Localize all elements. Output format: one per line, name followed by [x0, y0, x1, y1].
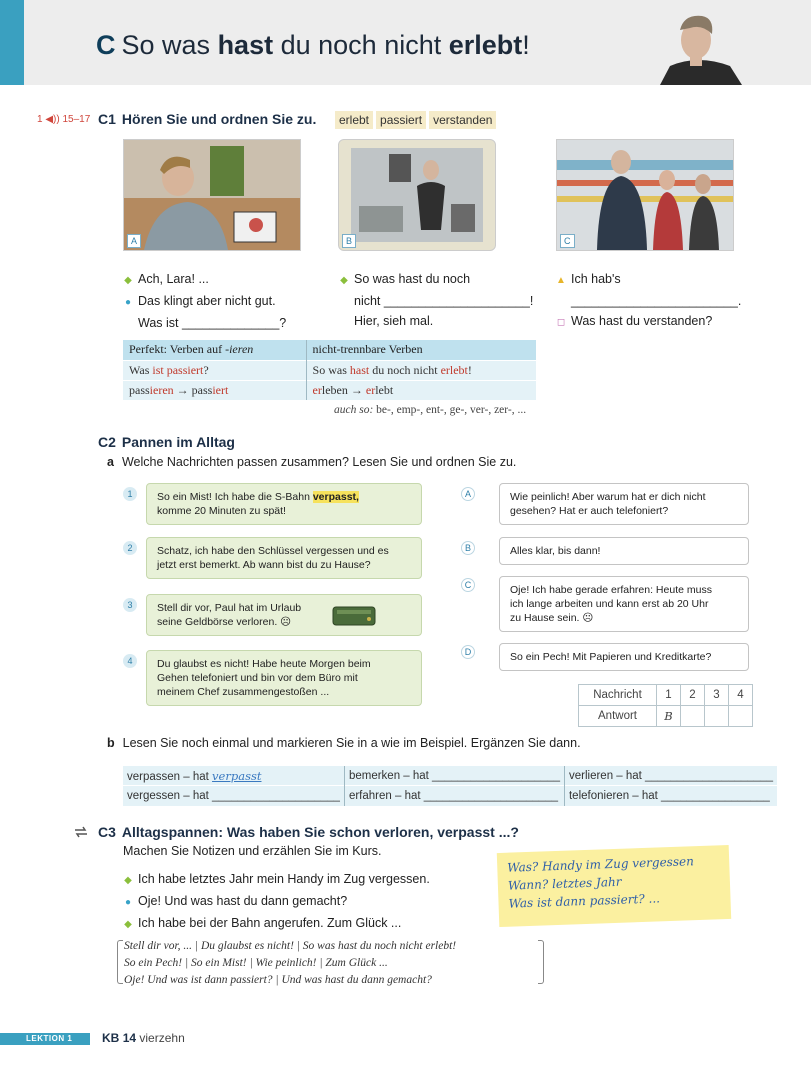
diamond-icon: ◆	[124, 919, 132, 930]
blank-field-a[interactable]: Was ist ______________?	[138, 316, 287, 330]
message-4[interactable]: Du glaubst es nicht! Habe heute Morgen beim Gehen telefoniert und bin vor dem Büro mit meinem Chef zusammengestoßen ...	[146, 650, 422, 706]
reply-c[interactable]: Oje! Ich habe gerade erfahren: Heute muss ich lange arbeiten und kann erst ab 20 Uhr zu Hause sein. ☹	[499, 576, 749, 632]
phrase-bracket-left	[117, 940, 123, 984]
grammar-head-right: nicht-trennbare Verben	[306, 340, 536, 360]
sticky-note: Was? Handy im Zug vergessen Wann? letztes Jahr Was ist dann passiert? ...	[497, 845, 731, 927]
chip-verstanden: verstanden	[429, 111, 496, 129]
grammar-head-left: Perfekt: Verben auf -ieren	[123, 340, 306, 360]
diamond-icon: ◆	[124, 875, 132, 886]
reply-letter: C	[461, 578, 475, 592]
header-portrait-image	[650, 8, 746, 85]
answer-row-label: Nachricht	[579, 685, 657, 706]
blank-field-c[interactable]: ________________________.	[571, 294, 742, 308]
completion-cell[interactable]: bemerken – hat ____________________	[344, 766, 564, 786]
completion-table	[123, 765, 777, 806]
completion-cell[interactable]: verpassen – hat verpasst	[123, 766, 344, 786]
wallet-icon	[331, 604, 379, 628]
circle-icon: ●	[124, 897, 132, 908]
c2-heading: C2 Pannen im Alltag	[98, 434, 235, 450]
answer-col: 4	[729, 685, 753, 706]
answer-col: 3	[705, 685, 729, 706]
page-title: C So was hast du noch nicht erlebt!	[96, 30, 530, 60]
photo-b-image	[339, 140, 495, 250]
reply-letter: A	[461, 487, 475, 501]
photo-c-label: C	[560, 234, 575, 248]
dialogue-a: ◆ Ach, Lara! ... ● Das klingt aber nicht gut. Was ist ______________?	[122, 269, 286, 333]
completion-cell[interactable]: telefonieren – hat _________________	[564, 786, 777, 806]
photo-a-label: A	[127, 234, 141, 248]
grammar-cell: passieren → passiert	[123, 380, 306, 400]
completion-cell[interactable]: verlieren – hat ____________________	[564, 766, 777, 786]
pair-work-icon	[73, 826, 89, 838]
photo-a	[123, 139, 301, 251]
reply-letter: D	[461, 645, 475, 659]
message-number: 2	[123, 541, 137, 555]
circle-icon: ●	[124, 297, 132, 308]
answer-cell-1[interactable]: B	[657, 706, 681, 727]
grammar-cell: Was ist passiert?	[123, 360, 306, 380]
footer-lesson-tab: LEKTION 1	[0, 1033, 90, 1045]
c1-word-chips	[335, 111, 496, 129]
completion-cell[interactable]: erfahren – hat _____________________	[344, 786, 564, 806]
audio-track-indicator[interactable]: 1 ◀)) 15–17	[37, 114, 91, 125]
completion-cell[interactable]: vergessen – hat ____________________	[123, 786, 344, 806]
answer-cell-4[interactable]	[729, 706, 753, 727]
dialogue-b: ◆ So was hast du noch nicht _____________________! Hier, sieh mal.	[338, 269, 533, 331]
message-2[interactable]: Schatz, ich habe den Schlüssel vergessen und es jetzt erst bemerkt. Ab wann bist du zu Hause?	[146, 537, 422, 579]
grammar-table	[123, 340, 536, 400]
reply-b[interactable]: Alles klar, bis dann!	[499, 537, 749, 565]
diamond-icon: ◆	[124, 275, 132, 286]
photo-a-image	[124, 140, 300, 250]
reply-letter: B	[461, 541, 475, 555]
message-number: 3	[123, 598, 137, 612]
diamond-icon: ◆	[340, 275, 348, 286]
message-1[interactable]: So ein Mist! Ich habe die S-Bahn verpasst, komme 20 Minuten zu spät!	[146, 483, 422, 525]
c2b-instruction: b Lesen Sie noch einmal und markieren Sie in a wie im Beispiel. Ergänzen Sie dann.	[107, 736, 581, 750]
triangle-icon: ▲	[556, 275, 566, 286]
c2a-instruction: a Welche Nachrichten passen zusammen? Lesen Sie und ordnen Sie zu.	[107, 455, 517, 469]
grammar-cell: erleben → erlebt	[306, 380, 536, 400]
also-note: auch so: be-, emp-, ent-, ge-, ver-, zer-, ...	[334, 404, 527, 416]
c1-heading: C1 Hören Sie und ordnen Sie zu.	[98, 111, 317, 127]
phrase-bracket-right	[538, 940, 544, 984]
phrase-box: Stell dir vor, ... | Du glaubst es nicht! | So was hast du noch nicht erlebt! So ein Pech! | So ein Mist! | Wie peinlich! | Zum Glück ... Oje! Und was ist dann passiert? | Und was hast du dann gemacht?	[124, 940, 457, 986]
reply-d[interactable]: So ein Pech! Mit Papieren und Kreditkarte?	[499, 643, 749, 671]
reply-a[interactable]: Wie peinlich! Aber warum hat er dich nicht gesehen? Hat er auch telefoniert?	[499, 483, 749, 525]
answer-cell-2[interactable]	[681, 706, 705, 727]
square-icon: ◻	[556, 317, 566, 328]
answer-cell-3[interactable]	[705, 706, 729, 727]
blank-field-b[interactable]: nicht _____________________!	[354, 294, 534, 308]
message-number: 1	[123, 487, 137, 501]
dialogue-c: ▲ Ich hab's ________________________. ◻ Was hast du verstanden?	[555, 269, 741, 333]
answer-table	[578, 684, 753, 727]
chip-passiert: passiert	[376, 111, 426, 129]
c3-heading: C3 Alltagspannen: Was haben Sie schon verloren, verpasst ...?	[98, 824, 519, 840]
message-number: 4	[123, 654, 137, 668]
answer-col: 1	[657, 685, 681, 706]
photo-c	[556, 139, 734, 251]
grammar-cell: So was hast du noch nicht erlebt!	[306, 360, 536, 380]
answer-row-label: Antwort	[579, 706, 657, 727]
photo-b	[338, 139, 496, 251]
c3-dialogue: ◆ Ich habe letztes Jahr mein Handy im Zug vergessen. ● Oje! Und was hast du dann gemacht? ◆ Ich habe bei der Bahn angerufen. Zum Glück ...	[122, 869, 430, 935]
message-3[interactable]: Stell dir vor, Paul hat im Urlaub seine Geldbörse verloren. ☹	[146, 594, 422, 636]
photo-c-image	[557, 140, 733, 250]
header-accent-strip	[0, 0, 24, 85]
photo-b-label: B	[342, 234, 356, 248]
answer-col: 2	[681, 685, 705, 706]
chip-erlebt: erlebt	[335, 111, 373, 129]
footer-page: KB 14 vierzehn	[102, 1031, 185, 1045]
c3-instruction: Machen Sie Notizen und erzählen Sie im Kurs.	[123, 844, 382, 858]
